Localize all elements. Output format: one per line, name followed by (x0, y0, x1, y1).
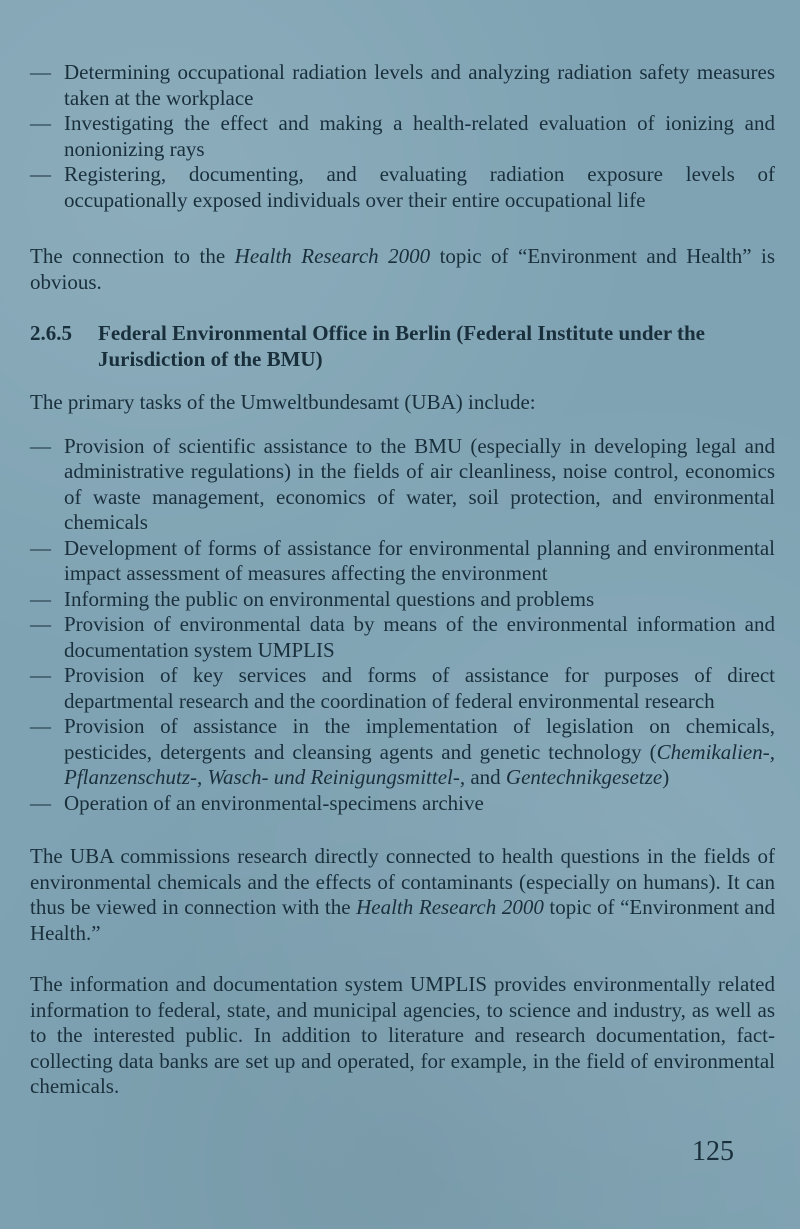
list-item: — Determining occupational radiation levels and analyzing radiation safety measures taken at the workplace (30, 60, 775, 111)
section-heading (30, 320, 775, 372)
list-item: — Investigating the effect and making a health-related evaluation of ionizing and nonionizing rays (30, 111, 775, 162)
list-item: — Provision of scientific assistance to the BMU (especially in developing legal and administrative regulations) in the fields of air cleanliness, noise control, economics of waste management, economics of water, soil protection, and environmental chemicals (30, 434, 775, 536)
journal-title: Health Research 2000 (356, 895, 544, 919)
list-item: — Informing the public on environmental questions and problems (30, 587, 775, 613)
intro-bullet-list (30, 60, 775, 213)
section-number: 2.6.5 (30, 321, 72, 345)
list-item: — Provision of key services and forms of assistance for purposes of direct departmental research and the coordination of federal environmental research (30, 663, 775, 714)
list-item: — Operation of an environmental-specimens archive (30, 791, 775, 817)
list-item: — Development of forms of assistance for environmental planning and environmental impact assessment of measures affecting the environment (30, 536, 775, 587)
umplis-paragraph: The information and documentation system UMPLIS provides environmentally related information to federal, state, and municipal agencies, to science and industry, as well as to the interested public. In addition to literature and research documentation, fact-collecting data banks are set up and operated, for example, in the field of environmental chemicals. (30, 972, 775, 1098)
list-item: — Provision of assistance in the implementation of legislation on chemicals, pesticides, detergents and cleansing agents and genetic technology (Chemikalien-, Pflanzenschutz-, Wasch- und Reinigungsmittel-, and Gentechnikgesetze) (30, 714, 775, 791)
section-title: Federal Environmental Office in Berlin (Federal Institute under the Jurisdiction of the BMU) (98, 321, 706, 371)
uba-research-paragraph: The UBA commissions research directly connected to health questions in the fields of environmental chemicals and the effects of contaminants (especially on humans). It can thus be viewed in connection with the Health Research 2000 topic of “Environment and Health.” (30, 844, 775, 945)
page-number: 125 (692, 1136, 734, 1167)
tasks-bullet-list (30, 434, 775, 817)
tasks-intro: The primary tasks of the Umweltbundesamt (UBA) include: (30, 390, 536, 414)
journal-title: Health Research 2000 (234, 244, 431, 268)
list-item: — Registering, documenting, and evaluating radiation exposure levels of occupationally exposed individuals over their entire occupational life (30, 162, 775, 213)
list-item: — Provision of environmental data by means of the environmental information and documentation system UMPLIS (30, 612, 775, 663)
connection-paragraph: The connection to the Health Research 2000 topic of “Environment and Health” is obvious. (30, 244, 775, 294)
page-body (30, 60, 775, 1100)
